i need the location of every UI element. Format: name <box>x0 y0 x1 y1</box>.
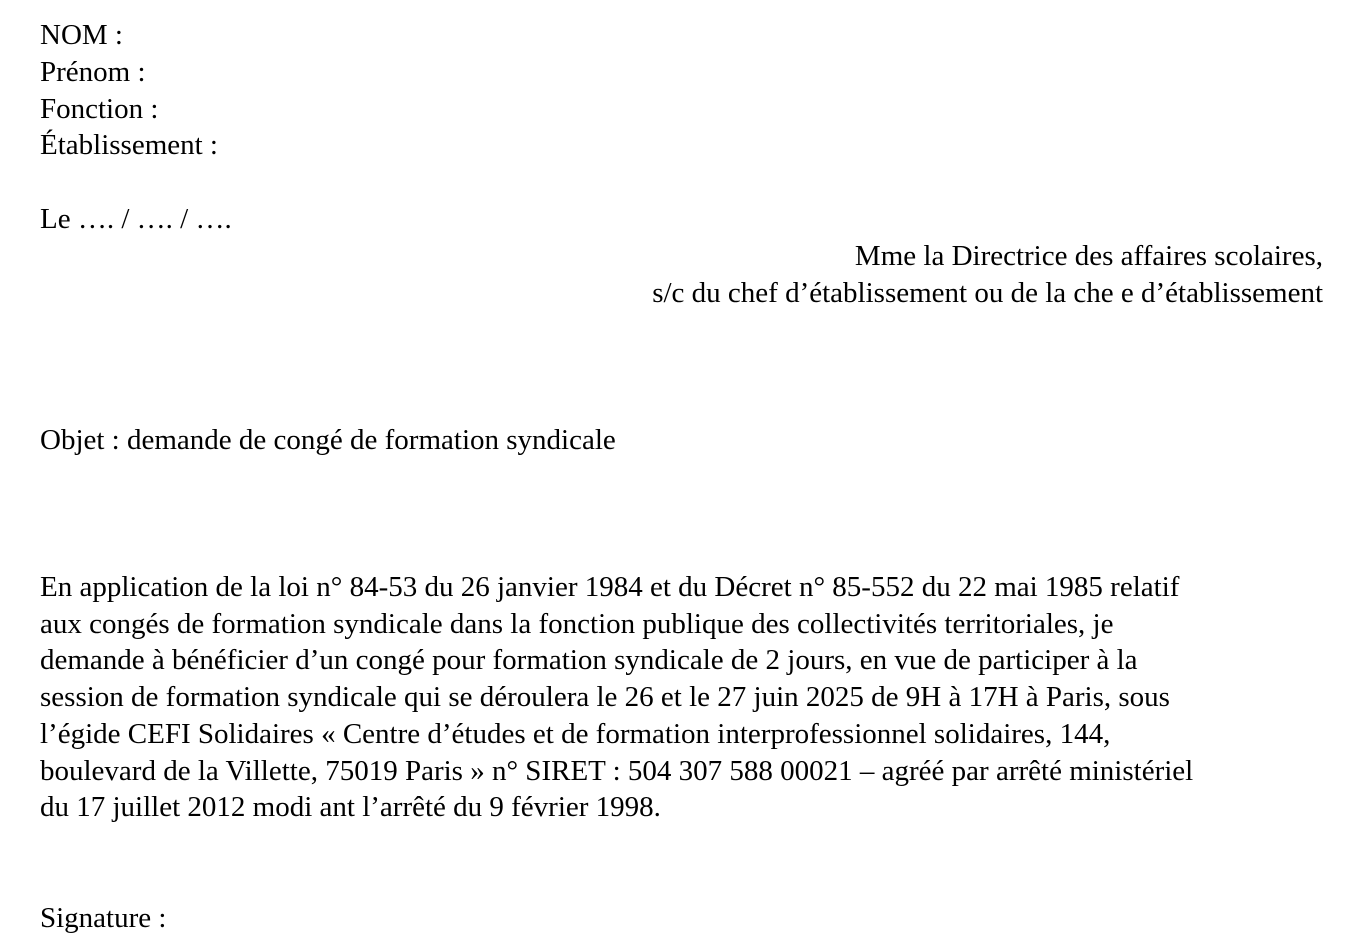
etablissement-label: Établissement : <box>40 129 218 161</box>
body-line: demande à bénéficier d’un congé pour formation syndicale de 2 jours, en vue de participer à la <box>40 644 1138 677</box>
body-line: du 17 juillet 2012 modi ant l’arrêté du 9 février 1998. <box>40 791 661 824</box>
recipient-line-2: s/c du chef d’établissement ou de la che e d’établissement <box>652 277 1323 309</box>
body-line: aux congés de formation syndicale dans la fonction publique des collectivités territoriales, je <box>40 607 1114 640</box>
signature-label: Signature : <box>40 902 167 934</box>
body-line: En application de la loi n° 84-53 du 26 janvier 1984 et du Décret n° 85-552 du 22 mai 1985 relatif <box>40 571 1180 603</box>
body-line: l’égide CEFI Solidaires « Centre d’études et de formation interprofessionnel solidaires, 144, <box>40 717 1111 750</box>
nom-label: NOM : <box>40 19 123 51</box>
letter-page <box>40 0 1323 947</box>
body-line: session de formation syndicale qui se déroulera le 26 et le 27 juin 2025 de 9H à 17H à Paris, sous <box>40 681 1170 714</box>
objet-line: Objet : demande de congé de formation syndicale <box>40 424 616 456</box>
body-paragraph <box>40 569 1323 826</box>
prenom-label: Prénom : <box>40 56 146 88</box>
recipient-line-1: Mme la Directrice des affaires scolaires, <box>854 240 1323 272</box>
date-line: Le …. / …. / …. <box>40 203 232 235</box>
body-line: boulevard de la Villette, 75019 Paris » n° SIRET : 504 307 588 00021 – agréé par arrêté ministériel <box>40 754 1194 787</box>
fonction-label: Fonction : <box>40 93 159 125</box>
